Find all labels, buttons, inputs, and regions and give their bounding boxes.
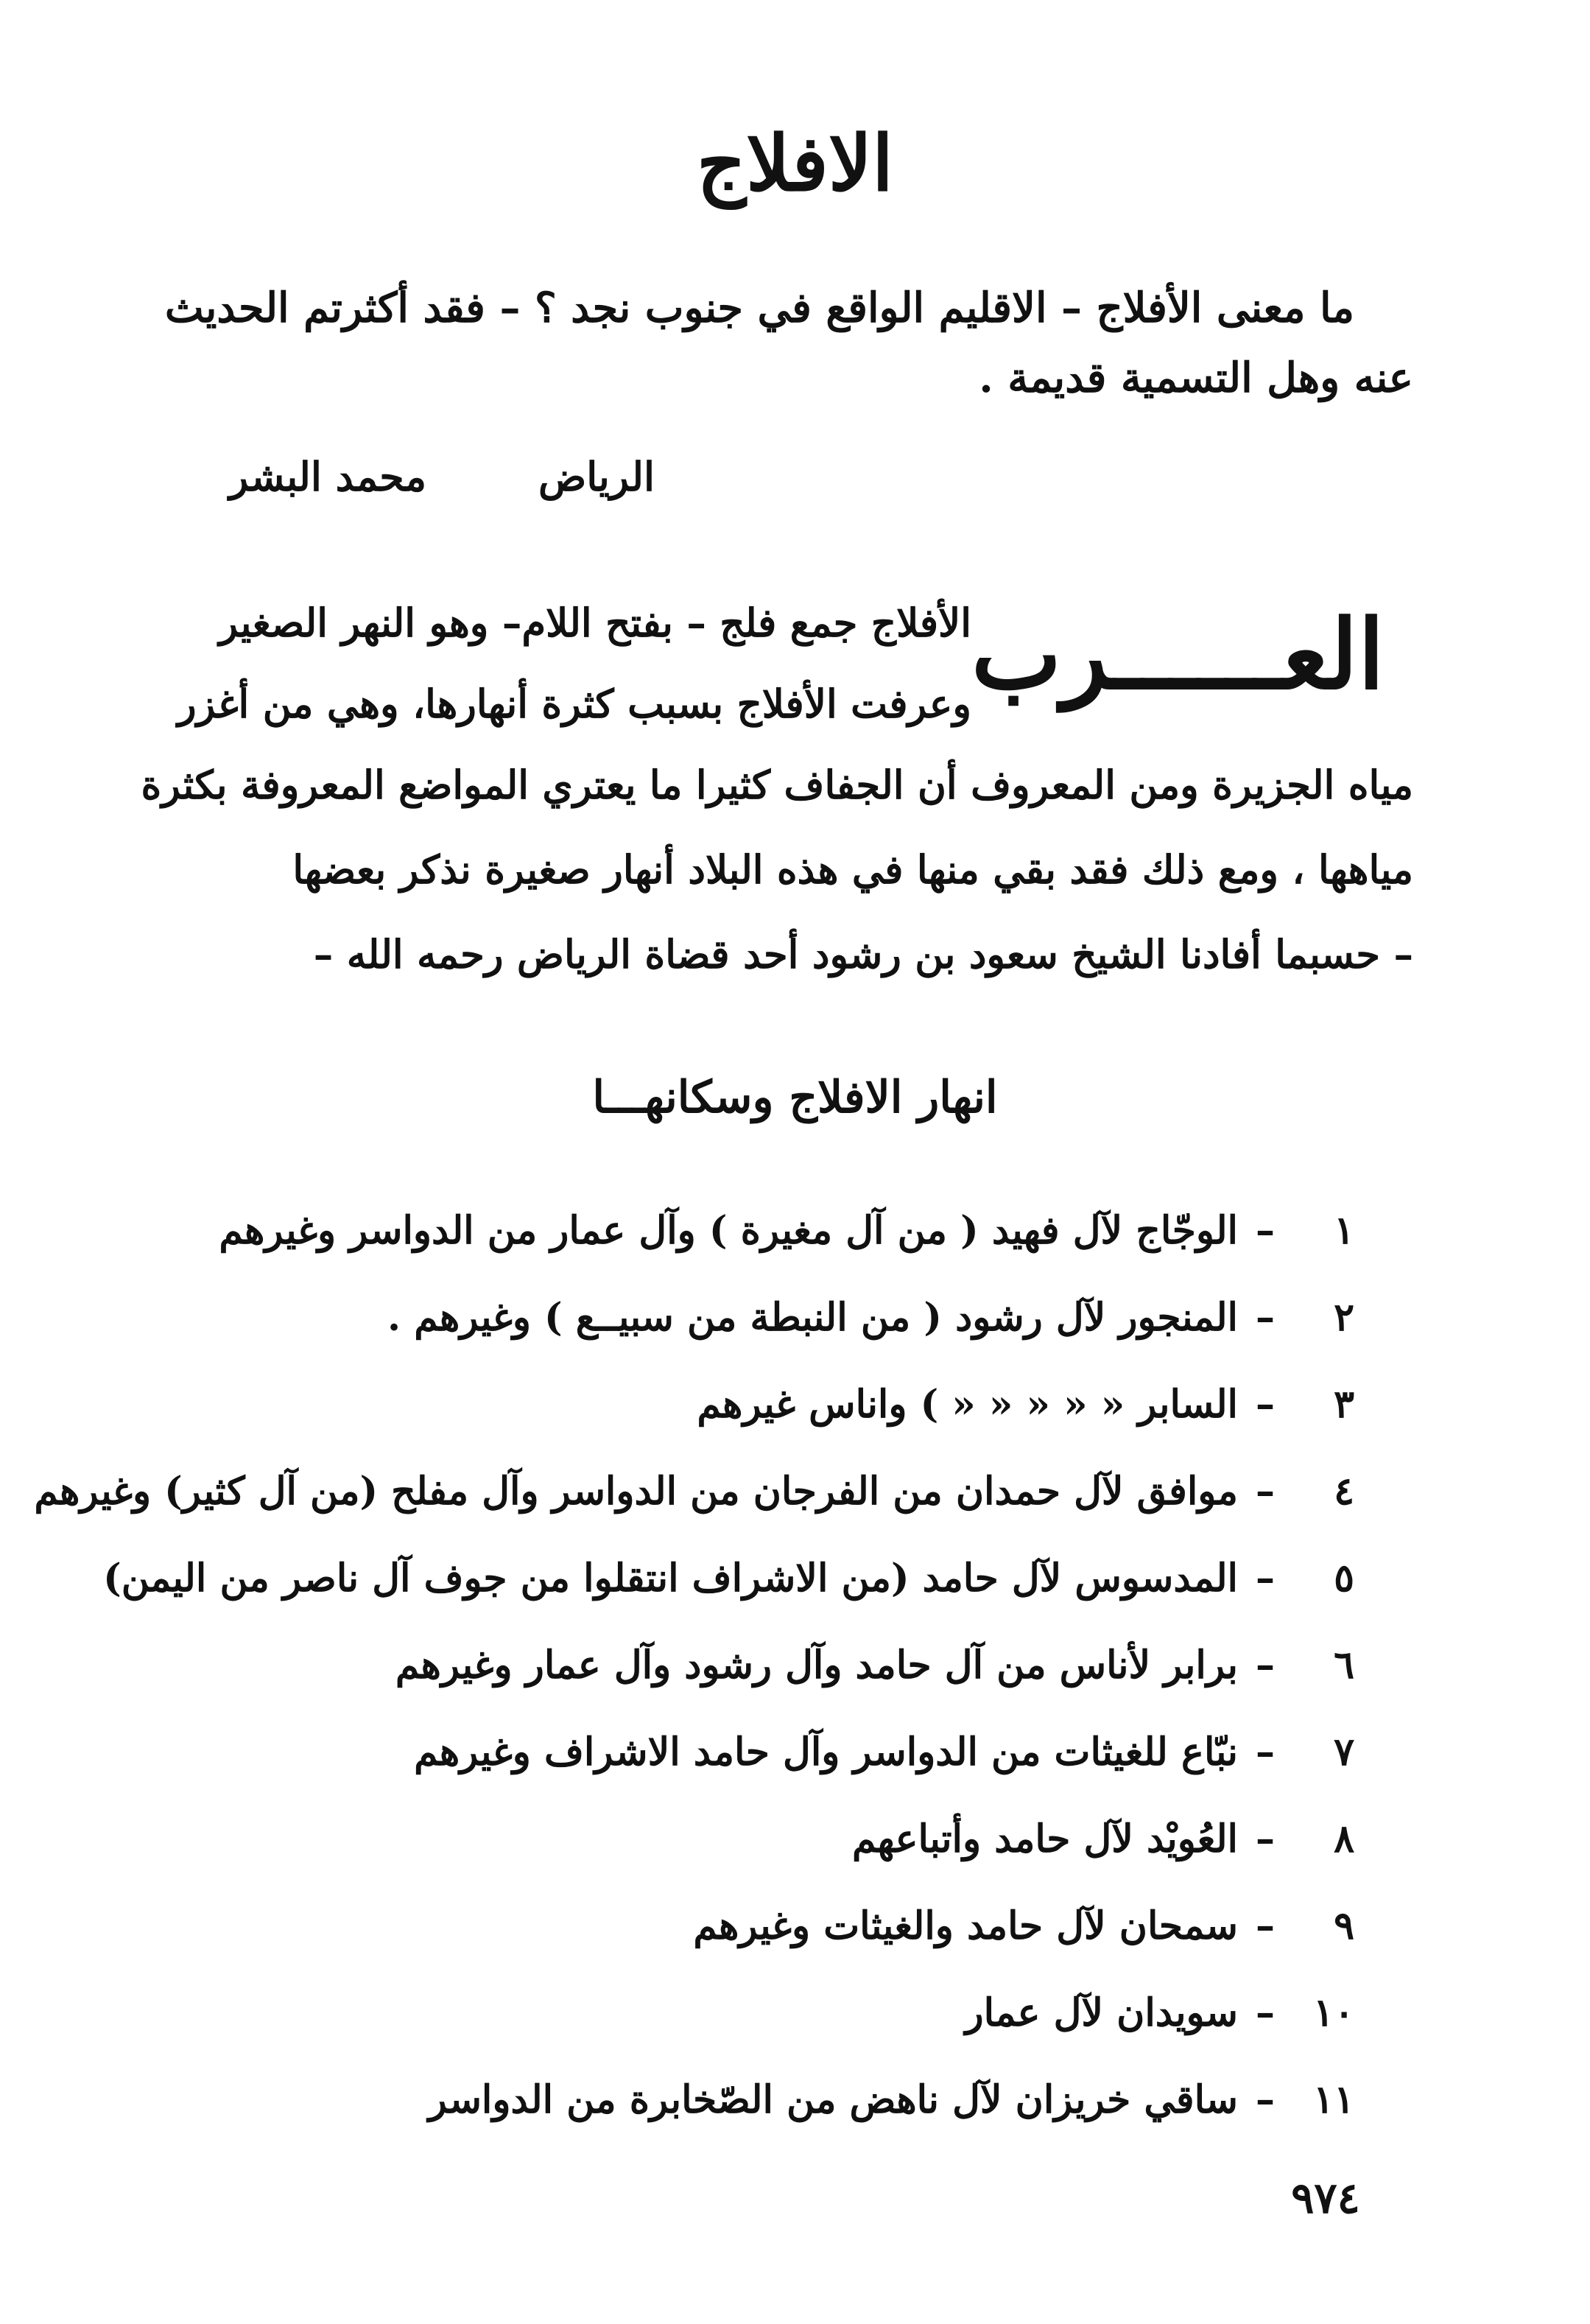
question-line-1: ما معنى الأفلاج – الاقليم الواقع في جنوب نجد ؟ – فقد أكثرتم الحديث	[164, 284, 1354, 332]
list-item	[697, 1382, 1354, 1427]
item-text: العُويْد لآل حامد وأتباعهم	[851, 1816, 1238, 1861]
item-dash: –	[1256, 1990, 1275, 2035]
answer-line-3: مياه الجزيرة ومن المعروف أن الجفاف كثيرا ما يعتري المواضع المعروفة بكثرة	[141, 762, 1413, 808]
item-dash: –	[1256, 1903, 1275, 1948]
answer-line-2: وعرفت الأفلاج بسبب كثرة أنهارها، وهي من أغزر	[177, 681, 971, 727]
item-number: ١١	[1313, 2077, 1354, 2122]
item-dash: –	[1256, 1816, 1275, 1861]
item-number: ٦	[1334, 1643, 1354, 1688]
list-item	[852, 1816, 1354, 1861]
item-text: موافق لآل حمدان من الفرجان من الدواسر وآل مفلح (من آل كثير) وغيرهم	[34, 1469, 1238, 1514]
question-line-2: عنه وهل التسمية قديمة .	[979, 354, 1413, 402]
answer-heading-text: العــــــرب	[971, 598, 1385, 711]
item-dash: –	[1256, 1556, 1275, 1601]
item-text: سمحان لآل حامد والغيثات وغيرهم	[693, 1903, 1238, 1948]
list-item	[429, 2077, 1354, 2122]
list-item	[219, 1208, 1354, 1253]
item-text: الوجّاج لآل فهيد ( من آل مغيرة ) وآل عمار من الدواسر وغيرهم	[219, 1208, 1238, 1253]
page-title: الافلاج	[696, 118, 894, 208]
list-item	[34, 1469, 1354, 1514]
item-dash: –	[1256, 1730, 1275, 1774]
list-item	[965, 1990, 1354, 2035]
item-text: نبّاع للغيثات من الدواسر وآل حامد الاشراف وغيرهم	[414, 1730, 1238, 1774]
page-number: ٩٧٤	[1291, 2173, 1360, 2223]
item-text: السابر « « « « « ) واناس غيرهم	[697, 1382, 1238, 1427]
item-dash: –	[1256, 1295, 1275, 1340]
signature-city: الرياض	[538, 453, 655, 500]
item-text: المنجور لآل رشود ( من النبطة من سبيــع ) وغيرهم .	[387, 1295, 1238, 1340]
item-number: ٤	[1334, 1469, 1354, 1514]
list-item	[395, 1643, 1354, 1688]
section-title: انهار الافلاج وسكانهـــا	[592, 1072, 998, 1123]
list-item	[414, 1730, 1354, 1774]
item-number: ٧	[1334, 1730, 1354, 1774]
item-dash: –	[1256, 1382, 1275, 1427]
item-text: ساقي خريزان لآل ناهض من الصّخابرة من الدواسر	[428, 2077, 1238, 2122]
item-dash: –	[1256, 2077, 1275, 2122]
list-item	[103, 1556, 1354, 1601]
signature-name: محمد البشر	[229, 453, 426, 500]
list-item	[693, 1903, 1354, 1948]
item-number: ٨	[1334, 1816, 1354, 1861]
item-text: برابر لأناس من آل حامد وآل رشود وآل عمار وغيرهم	[395, 1643, 1238, 1688]
item-dash: –	[1256, 1469, 1275, 1514]
answer-heading	[971, 589, 1385, 737]
item-text: المدسوس لآل حامد (من الاشراف انتقلوا من جوف آل ناصر من اليمن)	[103, 1556, 1238, 1601]
item-number: ٣	[1334, 1382, 1354, 1427]
item-number: ٩	[1334, 1903, 1354, 1948]
item-number: ٢	[1334, 1295, 1354, 1340]
item-text: سويدان لآل عمار	[965, 1990, 1238, 2035]
item-number: ١٠	[1313, 1990, 1354, 2035]
item-dash: –	[1256, 1643, 1275, 1688]
answer-line-1: الأفلاج جمع فلج – بفتح اللام– وهو النهر الصغير	[219, 600, 971, 646]
list-item	[387, 1295, 1354, 1340]
item-number: ١	[1334, 1208, 1354, 1253]
item-dash: –	[1256, 1208, 1275, 1253]
answer-line-5: – حسبما أفادنا الشيخ سعود بن رشود أحد قضاة الرياض رحمه الله –	[313, 932, 1413, 977]
item-number: ٥	[1334, 1556, 1354, 1601]
answer-line-4: مياهها ، ومع ذلك فقد بقي منها في هذه البلاد أنهار صغيرة نذكر بعضها	[292, 847, 1413, 893]
